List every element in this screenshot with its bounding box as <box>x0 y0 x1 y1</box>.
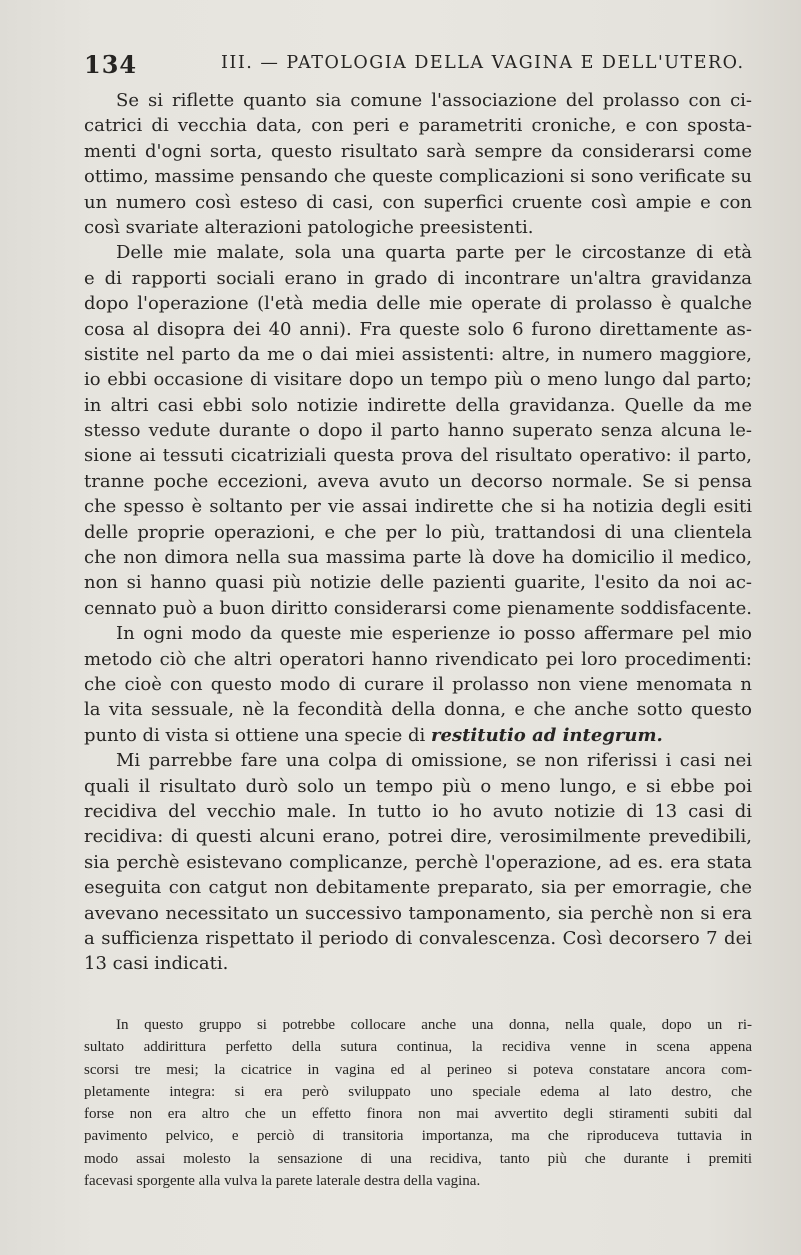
text-line: sia perchè esistevano complicanze, perchè l'operazione, ad es. era stata <box>84 851 752 873</box>
text-line-start: punto di vista si ottiene una specie di <box>84 724 426 746</box>
text-line: Se si riflette quanto sia comune l'associazione del prolasso con ci- <box>116 90 752 111</box>
text-line: e di rapporti sociali erano in grado di incontrare un'altra gravidanza <box>84 267 752 289</box>
text-line: In ogni modo da queste mie esperienze io posso affermare pel mio <box>116 623 752 645</box>
text-line: sistite nel parto da me o dai miei assistenti: altre, in numero maggiore, <box>84 343 752 365</box>
latin-emphasis: restitutio ad integrum. <box>431 724 663 746</box>
footnote-line: In questo gruppo si potrebbe collocare anche una donna, nella quale, dopo un ri- <box>116 1017 752 1033</box>
text-line: 13 casi indicati. <box>84 953 229 975</box>
text-line: che non dimora nella sua massima parte là dove ha domicilio il medico, <box>84 547 752 569</box>
text-line <box>84 723 752 748</box>
text-line: dopo l'operazione (l'età media delle mie operate di prolasso è qualche <box>84 293 752 315</box>
text-line: delle proprie operazioni, e che per lo più, trattandosi di una clientela <box>84 521 752 543</box>
text-line: recidiva del vecchio male. In tutto io ho avuto notizie di 13 casi di <box>84 800 752 822</box>
text-line: non si hanno quasi più notizie delle pazienti guarite, l'esito da noi ac- <box>84 572 752 594</box>
text-line: che spesso è soltanto per vie assai indirette che si ha notizia degli esiti <box>84 496 752 518</box>
text-line: quali il risultato durò solo un tempo più o meno lungo, e si ebbe poi <box>84 775 752 797</box>
text-line: ottimo, massime pensando che queste complicazioni si sono verificate su <box>84 166 752 188</box>
text-line: metodo ciò che altri operatori hanno rivendicato pei loro procedimenti: <box>84 648 752 670</box>
footnote-line: pletamente integra: si era però sviluppato uno speciale edema al lato destro, che <box>84 1083 752 1100</box>
text-line: eseguita con catgut non debitamente preparato, sia per emorragie, che <box>84 877 752 899</box>
footnote-line: pavimento pelvico, e perciò di transitoria importanza, ma che riproduceva tuttavia in <box>84 1128 752 1145</box>
text-line: così svariate alterazioni patologiche preesistenti. <box>84 216 534 238</box>
text-line: stesso vedute durante o dopo il parto hanno superato senza alcuna le- <box>84 420 752 442</box>
footnote <box>84 1014 752 1192</box>
text-line: avevano necessitato un successivo tamponamento, sia perchè non si era <box>84 902 752 924</box>
text-line: catrici di vecchia data, con peri e parametriti croniche, e con sposta- <box>84 115 752 137</box>
text-line: cosa al disopra dei 40 anni). Fra queste solo 6 furono direttamente as- <box>84 318 752 340</box>
text-line: in altri casi ebbi solo notizie indirette della gravidanza. Quelle da me <box>84 394 752 416</box>
text-line: io ebbi occasione di visitare dopo un tempo più o meno lungo dal parto; <box>84 369 752 391</box>
text-line: recidiva: di questi alcuni erano, potrei dire, verosimilmente prevedibili, <box>84 826 752 848</box>
page-number: 134 <box>84 50 138 79</box>
text-line: menti d'ogni sorta, questo risultato sarà sempre da considerarsi come <box>84 140 752 162</box>
footnote-line: scorsi tre mesi; la cicatrice in vagina ed al perineo si poteva constatare ancora com- <box>84 1061 752 1078</box>
running-title: III. — PATOLOGIA DELLA VAGINA E DELL'UTERO. <box>221 53 745 73</box>
page-header <box>84 48 752 84</box>
body-text <box>84 88 752 977</box>
text-line: che cioè con questo modo di curare il prolasso non viene menomata n <box>84 673 752 695</box>
text-line: la vita sessuale, nè la fecondità della donna, e che anche sotto questo <box>84 699 752 721</box>
footnote-line: facevasi sporgente alla vulva la parete laterale destra della vagina. <box>84 1173 481 1190</box>
text-line: tranne poche eccezioni, aveva avuto un decorso normale. Se si pensa <box>84 470 752 492</box>
text-line: cennato può a buon diritto considerarsi come pienamente soddisfacente. <box>84 597 752 619</box>
text-line: sione ai tessuti cicatriziali questa prova del risultato operativo: il parto, <box>84 445 752 467</box>
text-line: Delle mie malate, sola una quarta parte per le circostanze di età <box>116 242 752 264</box>
footnote-line: forse non era altro che un effetto finora non mai avvertito degli stiramenti subiti dal <box>84 1106 752 1123</box>
footnote-line: sultato addirittura perfetto della sutura continua, la recidiva venne in scena appena <box>84 1039 752 1056</box>
text-line: a sufficienza rispettato il periodo di convalescenza. Così decorsero 7 dei <box>84 927 752 949</box>
text-line: Mi parrebbe fare una colpa di omissione, se non riferissi i casi nei <box>116 750 752 772</box>
footnote-line: modo assai molesto la sensazione di una recidiva, tanto più che durante i premiti <box>84 1150 752 1167</box>
text-line: un numero così esteso di casi, con superfici cruente così ampie e con <box>84 191 752 213</box>
